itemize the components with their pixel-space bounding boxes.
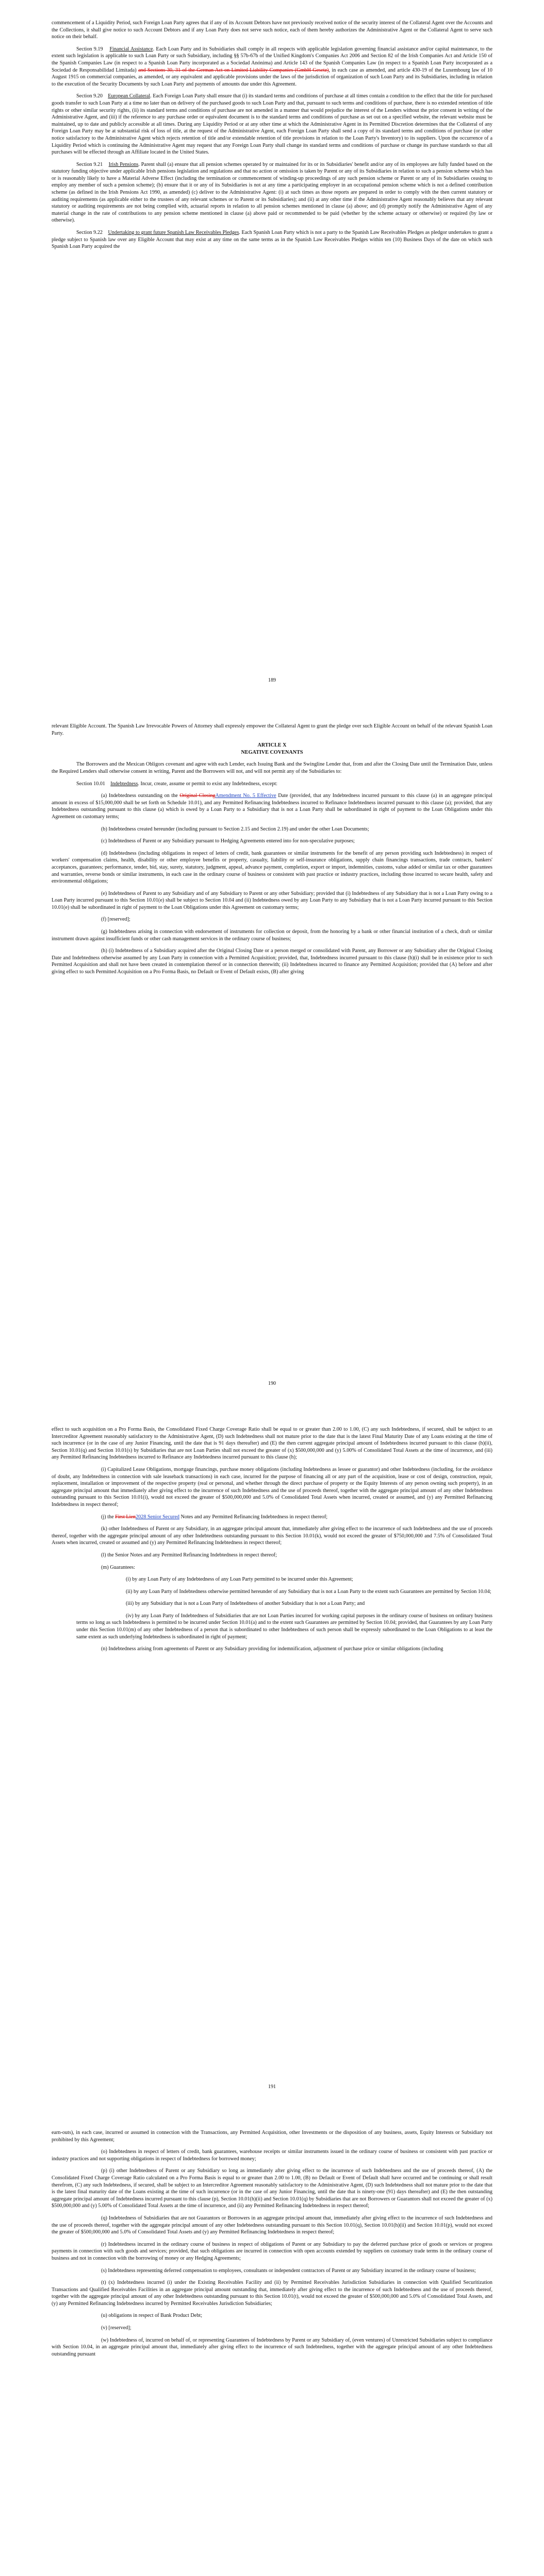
section-title: Indebtedness <box>110 781 138 787</box>
section-number: Section 9.22 <box>76 230 103 236</box>
clause-t: (t) (x) Indebtedness incurred (i) under the Existing Receivables Facility and (ii) by Permitted Receivables Jurisdiction Subsidiaries in connection with Qualified Securitization Transactions and Qualified Receivables Facilities in an aggregate principal amount outstanding that, immediately after giving effect to the incurrence of such Indebtedness and the use of proceeds thereof, together with the aggregate principal amount of any other Indebtedness outstanding pursuant to this Section 10.01(t), would not exceed the greater of $500,000,000 and 5.0% of Consolidated Total Assets, and (y) any Permitted Refinancing Indebtedness incurred by Permitted Receivables Jurisdiction Subsidiaries; <box>52 2280 492 2307</box>
section-text: . Each Loan Party and its Subsidiaries shall comply in all respects with applicable legislation governing financial assistance and/or capital maintenance, to the extent such legislation is applicable to such Loan Party or such Subsidiary, including §§ 57b-67b of the Unified Kingdom's Companies Act 2006 and Section 82 of the Irish Companies Act and Article 150 of the Spanish Companies Law (in respect to a Spanish Loan Party incorporated as a Sociedad Anónima) and Article 143 of the Spanish Companies Law (in respect to a Spanish Loan Party incorporated as a Sociedad de Responsabilidad Limitada) <box>52 46 493 73</box>
section-text: . Parent shall (a) ensure that all pension schemes operated by or maintained for its or its Subsidiaries' benefit and/or any of its employees are fully funded based on the statutory funding objective under applicable Irish pensions legislation and regulations and that no action or omission is taken by Parent or any of its Subsidiaries in relation to such a pension scheme which has or is reasonably likely to have a Material Adverse Effect (including the termination or commencement of winding-up proceedings of any such pension scheme or Parent or any of its Subsidiaries ceasing to employ any member of such a pension scheme); (b) ensure that it or any of its Subsidiaries is not at any time a participating employer in an occupational pension scheme which is not a defined contribution scheme (as defined in the Irish Pensions Act 1990, as amended) (c) deliver to the Administrative Agent: (i) at such times as those reports are prepared in order to comply with the then current statutory or auditing requirements (as applicable either to the trustees of any relevant schemes or to Parent or its Subsidiaries); and (ii) at any other time if the Administrative Agent reasonably believes that any relevant statutory or auditing requirements are not being complied with, actuarial reports in relation to all pension schemes mentioned in clause (a) above; and (d) promptly notify the Administrative Agent of any material change in the rate of contributions to any pension scheme mentioned in clause (a) above paid or recommended to be paid (whether by the scheme actuary or otherwise) or required (by law or otherwise). <box>52 161 493 224</box>
page-number: 189 <box>268 677 276 683</box>
inserted-text: Amendment No. 5 Effective <box>215 793 276 799</box>
section-number: Section 10.01 <box>76 781 106 787</box>
section-text: , in each case as amended, and article 430-19 of the Luxembourg law of 10 August 1915 on commercial companies, as amended, or any equivalent and applicable provisions under the laws of the jurisdiction of organization of such Loan Party and its Subsidiaries, including in relation to the execution of the Security Documents by such Loan Party and payments of amounts due under this Agreement. <box>52 67 492 87</box>
section-number: Section 9.19 <box>76 46 103 52</box>
clause-d: (d) Indebtedness (including obligations in respect of letters of credit, bank guarantees or similar instruments for the benefit of any person providing such Indebtedness) in respect of workers' compensation claims, health, disability or other employee benefits or property, casualty, liability or self-insurance obligations, supply chain financings transactions, trade contracts, bankers' acceptances, guarantees; performance, tender, bid, stay, surety, statutory, judgment, appeal, advance payment, completion, export or import, indemnities, customs, value added or similar tax or other guarantees and warranties, reverse bonds or similar instruments, in each case in the ordinary course of business or consistent with past practice or industry practices, including those incurred to secure health, safety and environmental obligations; <box>52 850 492 885</box>
clause-text: (a) Indebtedness outstanding on the <box>101 793 180 799</box>
clause-g: (g) Indebtedness arising in connection with endorsement of instruments for collection or deposit, from the honoring by a bank or other financial institution of a check, draft or similar instrument drawn against insufficient funds or other cash management services in the ordinary course of business; <box>52 929 492 942</box>
paragraph: earn-outs), in each case, incurred or assumed in connection with the Transactions, any Permitted Acquisition, other Investments or the disposition of any business, assets, Equity Interests or Subsidiary not prohibited by this Agreement; <box>52 2130 492 2143</box>
clause-o: (o) Indebtedness in respect of letters of credit, bank guarantees, warehouse receipts or similar instruments issued in the ordinary course of business or consistent with past practice or industry practices and not supporting obligations in respect of Indebtedness for borrowed money; <box>52 2149 492 2162</box>
clause-f: (f) [reserved]; <box>101 917 130 923</box>
clause-r: (r) Indebtedness incurred in the ordinary course of business in respect of obligations of Parent or any Subsidiary to pay the deferred purchase price of goods or services or progress payments in connection with such goods and services; provided, that such obligations are incurred in connection with open accounts extended by suppliers on customary trade terms in the ordinary course of business and not in connection with the borrowing of money or any Hedging Agreements; <box>52 2241 492 2261</box>
page-192 <box>0 2110 544 2576</box>
inserted-text: 2028 Senior Secured <box>136 1514 179 1520</box>
clause-c: (c) Indebtedness of Parent or any Subsidiary pursuant to Hedging Agreements entered into for non-speculative purposes; <box>101 838 355 844</box>
clause-k: (k) other Indebtedness of Parent or any Subsidiary, in an aggregate principal amount that, immediately after giving effect to the incurrence of such Indebtedness and the use of proceeds thereof, together with the aggregate principal amount of any other Indebtedness outstanding pursuant to this Section 10.01(k), would not exceed the greater of $750,000,000 and 7.5% of Consolidated Total Assets when incurred, created or assumed and (y) any Permitted Refinancing Indebtedness in respect thereof; <box>52 1526 492 1546</box>
clause-m-i: (i) by any Loan Party of any Indebtedness of any Loan Party permitted to be incurred under this Agreement; <box>126 1577 353 1583</box>
clause-text: Date (provided, that any Indebtedness incurred pursuant to this clause (a) in an aggregate principal amount in excess of $15,000,000 shall be set forth on Schedule 10.01), and any Permitted Refinancing Indebtedness incurred to Refinance Indebtedness incurred pursuant to this clause (a); provided, that any Indebtedness outstanding pursuant to this clause (a) which is owed by a Loan Party to a Subsidiary that is not a Loan Party shall be subordinated in right of payment to the Loan Obligations under this Agreement on customary terms; <box>52 793 492 820</box>
page-190 <box>0 703 544 1406</box>
section-number: Section 9.20 <box>76 93 103 99</box>
clause-b: (b) Indebtedness created hereunder (including pursuant to Section 2.15 and Section 2.19) and under the other Loan Documents; <box>101 826 369 832</box>
clause-w: (w) Indebtedness of, incurred on behalf of, or representing Guarantees of Indebtedness by Parent or any Subsidiary of, (even ventures) of Unrestricted Subsidiaries subject to compliance with Section 10.04, in an aggregate principal amount that, immediately after giving effect to the incurrence of such Indebtedness, together with the aggregate principal amount of any other Indebtedness outstanding pursuant <box>52 2337 492 2357</box>
section-text: . Each Spanish Loan Party which is not a party to the Spanish Law Receivables Pledges as pledgor undertakes to grant a pledge subject to Spanish law over any Eligible Account that may exist at any time on the same terms as in the Spanish Law Receivables Pledges within ten (10) Business Days of the date on which such Spanish Loan Party acquired the <box>52 230 492 250</box>
section-title: Financial Assistance <box>109 46 153 52</box>
page-191 <box>0 1406 544 2110</box>
page-number: 191 <box>268 2084 276 2090</box>
article-heading: ARTICLE X <box>257 742 287 749</box>
section-title: European Collateral <box>108 93 151 99</box>
clause-m: (m) Guarantees: <box>101 1564 135 1570</box>
clause-p: (p) (i) other Indebtedness of Parent or any Subsidiary so long as immediately after giving effect to the incurrence of such Indebtedness and the use of proceeds thereof, (A) the Consolidated Fixed Charge Coverage Ratio calculated on a Pro Forma Basis is equal to or greater than 2.00 to 1.00, (B) no Default or Event of Default shall have occurred and be continuing or shall result therefrom, (C) any such Indebtedness, if secured, shall be subject to an Intercreditor Agreement reasonably satisfactory to the Administrative Agent, (D) such Indebtedness shall not mature prior to the date that is the latest final maturity date of the Loans existing at the time of such incurrence (or in the case of any Junior Financing, until the date that is ninety-one (91) days thereafter) and (E) the then outstanding aggregate principal amount of Indebtedness incurred pursuant to this clause (p), Section 10.01(h)(ii) and Section 10.01(q) by Subsidiaries that are not Borrowers or Guarantors shall not exceed the greater of (x) $500,000,000 and (y) 5.00% of Consolidated Total Assets at the time of incurrence, and (ii) any Permitted Refinancing Indebtedness in respect thereof; <box>52 2168 492 2209</box>
section-number: Section 9.21 <box>76 161 103 167</box>
section-text: . Incur, create, assume or permit to exist any Indebtedness, except: <box>138 781 278 787</box>
paragraph: relevant Eligible Account. The Spanish Law Irrevocable Powers of Attorney shall expressly empower the Collateral Agent to grant the pledge over such Eligible Account on behalf of the relevant Spanish Loan Party. <box>52 723 492 736</box>
section-9-21 <box>52 161 492 224</box>
clause-e: (e) Indebtedness of Parent to any Subsidiary and of any Subsidiary to Parent or any other Subsidiary; provided that (i) Indebtedness of any Subsidiary that is not a Loan Party owing to a Loan Party incurred pursuant to this Section 10.01(e) shall be subject to Section 10.04 and (ii) Indebtedness owed by any Loan Party to any Subsidiary that is not a Loan Party incurred pursuant to this Section 10.01(e) shall be subordinated in right of payment to the Loan Obligations under this Agreement on customary terms; <box>52 890 492 910</box>
clause-text: Notes and any Permitted Refinancing Indebtedness in respect thereof; <box>179 1514 328 1520</box>
section-9-20 <box>52 93 492 156</box>
clause-s: (s) Indebtedness representing deferred compensation to employees, consultants or independent contractors of Parent or any Subsidiary incurred in the ordinary course of business; <box>101 2267 476 2274</box>
clause-j <box>52 1514 492 1521</box>
deleted-text: Original Closing <box>179 793 216 799</box>
paragraph: commencement of a Liquidity Period, such Foreign Loan Party agrees that if any of its Account Debtors have not previously received notice of the security interest of the Collateral Agent over the Accounts and the Collections, it shall give notice to such Account Debtors and if any Loan Party does not serve such notice, each of them hereby authorizes the Administrative Agent or the Collateral Agent to serve such notice on their behalf. <box>52 20 492 40</box>
section-title: Irish Pensions <box>108 161 139 167</box>
clause-m-iv: (iv) by any Loan Party of Indebtedness of Subsidiaries that are not Loan Parties incurred for working capital purposes in the ordinary course of business on ordinary business terms so long as such Indebtedness is permitted to be incurred under Section 10.01(a) and to the extent such Guarantees are permitted by Section 10.04; provided, that Guarantees by any Loan Party under this Section 10.01(m) of any other Indebtedness of a person that is subordinated to other Indebtedness of such person shall be expressly subordinated to the Loan Obligations to at least the same extent as such underlying Indebtedness is subordinated in right of payment; <box>76 1613 492 1640</box>
clause-v: (v) [reserved]; <box>101 2325 131 2331</box>
clause-u: (u) obligations in respect of Bank Product Debt; <box>101 2313 203 2319</box>
paragraph: effect to such acquisition on a Pro Forma Basis, the Consolidated Fixed Charge Coverage Ratio shall be equal to or greater than 2.00 to 1.00, (C) any such Indebtedness, if secured, shall be subject to an Intercreditor Agreement reasonably satisfactory to the Administrative Agent, (D) such Indebtedness shall not mature prior to the date that is the latest Final Maturity Date of any Loans existing at the time of such incurrence (or in the case of any Junior Financing, until the date that is 91 days thereafter) and (E) the then current aggregate principal amount of Indebtedness incurred pursuant to this clause (h)(ii), Section 10.01(q) and Section 10.01(s) by Subsidiaries that are not Loan Parties shall not exceed the greater of (x) $500,000,000 and (y) 5.00% of Consolidated Total Assets at the time of incurrence, and (iii) any Permitted Refinancing Indebtedness incurred to Refinance any Indebtedness incurred pursuant to this clause (h); <box>52 1427 492 1461</box>
deleted-text: First Lien <box>115 1514 136 1520</box>
deleted-text: and Sections 30, 31 of the German Act on Limited Liability Companies (GmbH Gesetz) <box>138 67 329 73</box>
clause-a <box>52 792 492 820</box>
page-number: 190 <box>268 1381 276 1386</box>
section-9-22 <box>52 229 492 250</box>
section-title: Undertaking to grant future Spanish Law Receivables Pledges <box>108 230 239 236</box>
clause-text: (j) the <box>101 1514 116 1520</box>
section-10-01 <box>52 781 492 788</box>
section-9-19 <box>52 46 492 88</box>
paragraph: The Borrowers and the Mexican Obligors covenant and agree with each Lender, each Issuing Bank and the Swingline Lender that, from and after the Closing Date until the Termination Date, unless the Required Lenders shall otherwise consent in writing, Parent and the Borrowers will not, and will not permit any of the Subsidiaries to: <box>52 761 492 774</box>
page-189 <box>0 0 544 703</box>
clause-m-iii: (iii) by any Subsidiary that is not a Loan Party of Indebtedness of another Subsidiary that is not a Loan Party; and <box>126 1601 365 1607</box>
section-text: . Each Foreign Loan Party shall ensure that (i) its standard terms and conditions of purchase at all times contain a condition to the effect that the title for purchased goods transfer to such Loan Party at a time no later than on delivery of the purchased goods to such Loan Party and that, pursuant to such terms and conditions of purchase, there is no extended retention of title rights or other similar security rights, (ii) its standard terms and conditions of purchase are not amended in a manner that would prejudice the interest of the Lenders without the prior consent in writing of the Administrative Agent, and (iii) if the reference to any purchase order or equivalent document is to the standard terms and conditions of purchase as set out on a specified website, the relevant website must be maintained, up to date and publicly accessible at all times. During any Liquidity Period or at any other time at which the Administrative Agent in its Permitted Discretion determines that the Collateral of any Foreign Loan Party may be at substantial risk of loss of title, at the request of the Administrative Agent, each Foreign Loan Party shall send a copy of its standard terms and conditions of purchase (or other notice satisfactory to the Administrative Agent which rejects retention of title and/or extendable retention of title provisions in relation to the Loan Party's Inventory) to its suppliers. Upon the occurrence of a Liquidity Period which is continuing the Administrative Agent may request that any Foreign Loan Party shall change its standard terms and conditions of purchase or change its purchase standards so that all purchases will be effected through an Affiliate located in the United States. <box>52 93 493 156</box>
clause-l: (l) the Senior Notes and any Permitted Refinancing Indebtedness in respect thereof; <box>101 1552 277 1558</box>
clause-n: (n) Indebtedness arising from agreements of Parent or any Subsidiary providing for indemnification, adjustment of purchase price or similar obligations (including <box>101 1646 443 1652</box>
clause-q: (q) Indebtedness of Subsidiaries that are not Guarantors or Borrowers in an aggregate principal amount that, immediately after giving effect to the incurrence of such Indebtedness and the use of proceeds thereof, together with the aggregate principal amount of any other Indebtedness outstanding pursuant to this Section 10.01(q), Section 10.01(h)(ii) and Section 10.01(p), would not exceed the greater of $500,000,000 and 5.0% of Consolidated Total Assets and (y) any Permitted Refinancing Indebtedness in respect thereof; <box>52 2215 492 2235</box>
article-title: NEGATIVE COVENANTS <box>241 749 303 755</box>
clause-m-ii: (ii) by any Loan Party of Indebtedness otherwise permitted hereunder of any Subsidiary that is not a Loan Party to the extent such Guarantees are permitted by Section 10.04; <box>126 1588 491 1595</box>
clause-i: (i) Capitalized Lease Obligations, mortgage financings, purchase money obligations (including Indebtedness as lessee or guarantor) and other Indebtedness (including, for the avoidance of doubt, any Indebtedness in connection with sale leaseback transactions) in each case, incurred for the purpose of financing all or any part of the acquisition, lease or cost of design, construction, repair, replacement, installation or improvement of the respective property (real or personal, and whether through the direct purchase of property or the Equity Interests of any person owning such property), in an aggregate principal amount that immediately after giving effect to the incurrence of such Indebtedness and the use of proceeds thereof, together with the aggregate principal amount of any other Indebtedness outstanding pursuant to this Section 10.01(i), would not exceed the greater of $500,000,000 and 5.0% of Consolidated Total Assets when incurred, created or assumed, and (y) any Permitted Refinancing Indebtedness in respect thereof; <box>52 1466 492 1507</box>
clause-h: (h) (i) Indebtedness of a Subsidiary acquired after the Original Closing Date or a person merged or consolidated with Parent, any Borrower or any Subsidiary after the Original Closing Date and Indebtedness otherwise assumed by any Loan Party in connection with a Permitted Acquisition; provided, that, Indebtedness incurred pursuant to this clause (h)(i) shall be in existence prior to such Permitted Acquisition and shall not have been created in contemplation thereof or in connection therewith; (ii) Indebtedness incurred to finance any Permitted Acquisition; provided that (A) before and after giving effect to such Permitted Acquisition on a Pro Forma Basis, no Default or Event of Default exists, (B) after giving <box>52 948 492 975</box>
